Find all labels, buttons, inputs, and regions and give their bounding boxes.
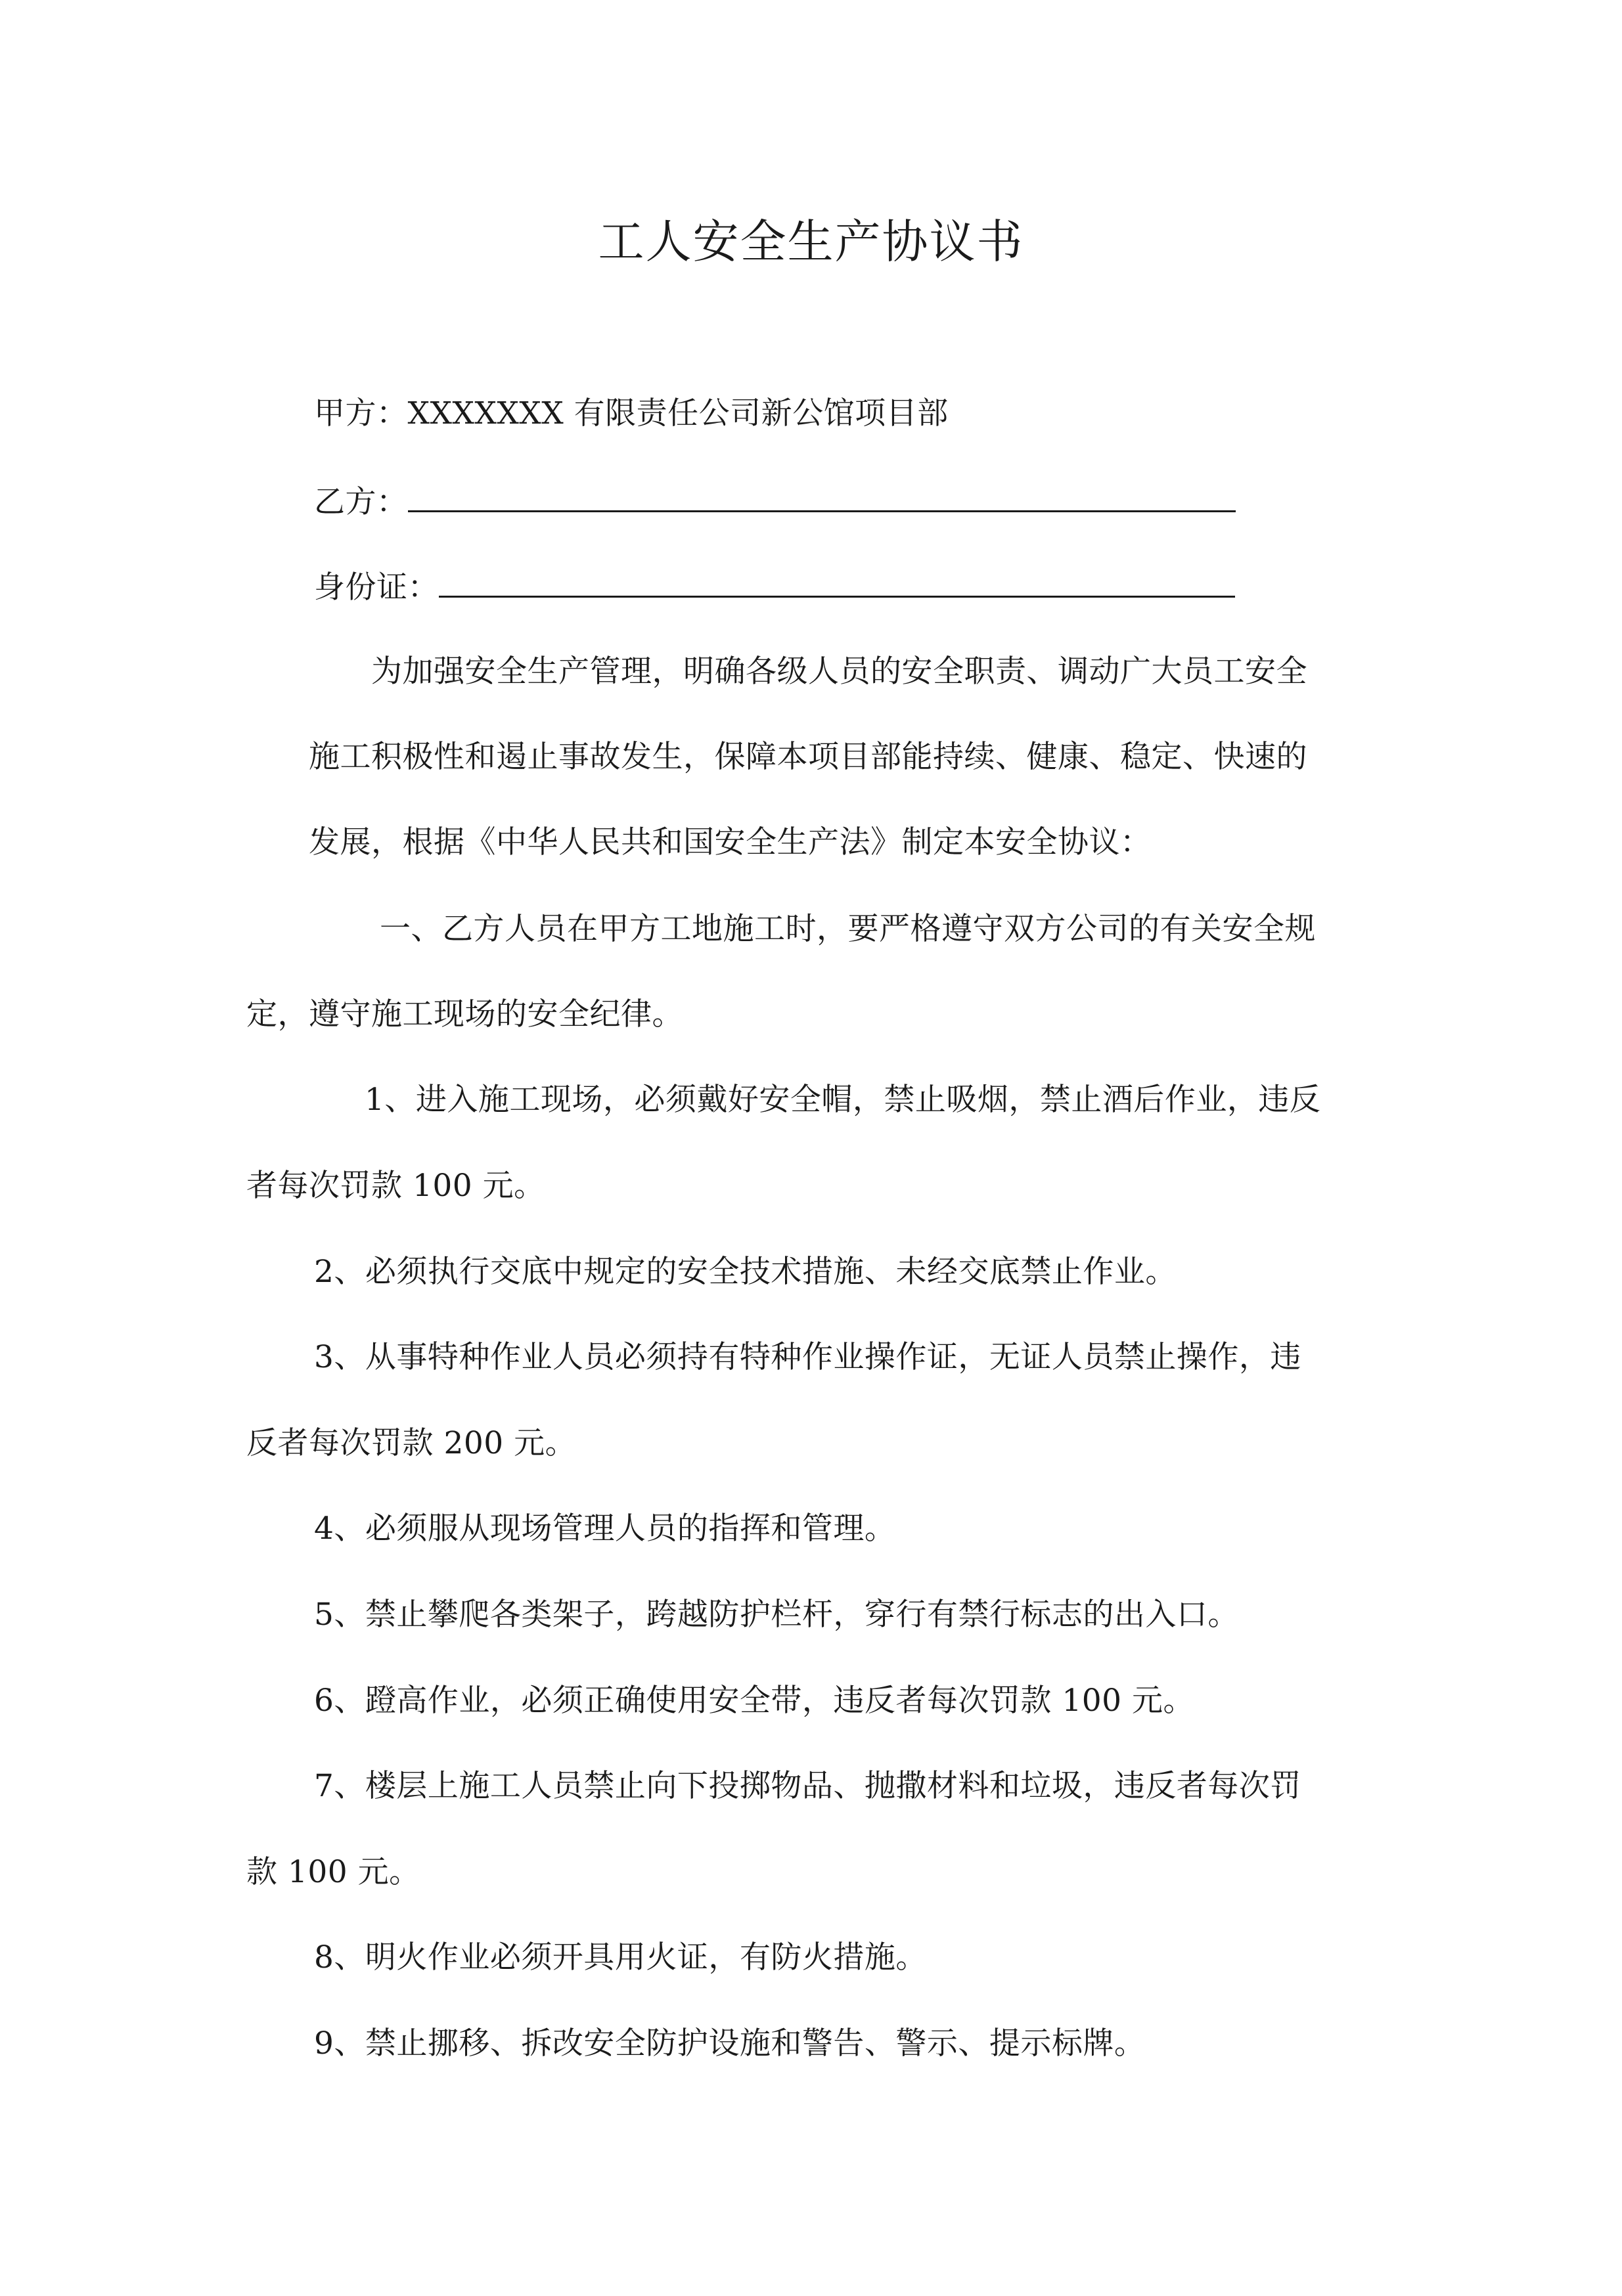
- item7-line-1: 7、楼层上施工人员禁止向下投掷物品、抛撒材料和垃圾，违反者每次罚: [314, 1768, 1301, 1804]
- intro-line-2: 施工积极性和遏止事故发生，保障本项目部能持续、健康、稳定、快速的: [309, 739, 1307, 775]
- party-a-line: [314, 391, 949, 437]
- intro-line-1: 为加强安全生产管理，明确各级人员的安全职责、调动广大员工安全: [371, 653, 1307, 690]
- item8-line: 8、明火作业必须开具用火证，有防火措施。: [314, 1939, 927, 1976]
- item9-line: 9、禁止挪移、拆改安全防护设施和警告、警示、提示标牌。: [314, 2025, 1146, 2062]
- item4-line: 4、必须服从现场管理人员的指挥和管理。: [314, 1511, 896, 1547]
- item1-line-2: 者每次罚款 100 元。: [246, 1168, 545, 1204]
- party-b-line: [314, 477, 1236, 525]
- item5-line: 5、禁止攀爬各类架子，跨越防护栏杆，穿行有禁行标志的出入口。: [314, 1597, 1239, 1633]
- section1-line-1: 一、乙方人员在甲方工地施工时，要严格遵守双方公司的有关安全规: [380, 911, 1316, 947]
- party-b-blank[interactable]: [408, 477, 1236, 512]
- section1-line-2: 定，遵守施工现场的安全纪律。: [246, 996, 683, 1032]
- id-card-line: [314, 563, 1235, 611]
- intro-line-3: 发展，根据《中华人民共和国安全生产法》制定本安全协议：: [309, 824, 1152, 860]
- id-card-blank[interactable]: [439, 563, 1235, 598]
- party-a-value: XXXXXXX 有限责任公司新公馆项目部: [407, 395, 949, 431]
- document-title: 工人安全生产协议书: [598, 215, 1024, 269]
- item3-line-1: 3、从事特种作业人员必须持有特种作业操作证，无证人员禁止操作，违: [314, 1339, 1301, 1375]
- item1-line-1: 1、进入施工现场，必须戴好安全帽，禁止吸烟，禁止酒后作业，违反: [365, 1082, 1321, 1118]
- item6-line: 6、蹬高作业，必须正确使用安全带，违反者每次罚款 100 元。: [314, 1683, 1194, 1719]
- item7-line-2: 款 100 元。: [246, 1854, 420, 1890]
- item3-line-2: 反者每次罚款 200 元。: [246, 1425, 577, 1461]
- party-a-label: 甲方：: [314, 395, 408, 431]
- party-b-label: 乙方：: [314, 484, 408, 520]
- id-card-label: 身份证：: [314, 569, 439, 606]
- item2-line: 2、必须执行交底中规定的安全技术措施、未经交底禁止作业。: [314, 1254, 1177, 1290]
